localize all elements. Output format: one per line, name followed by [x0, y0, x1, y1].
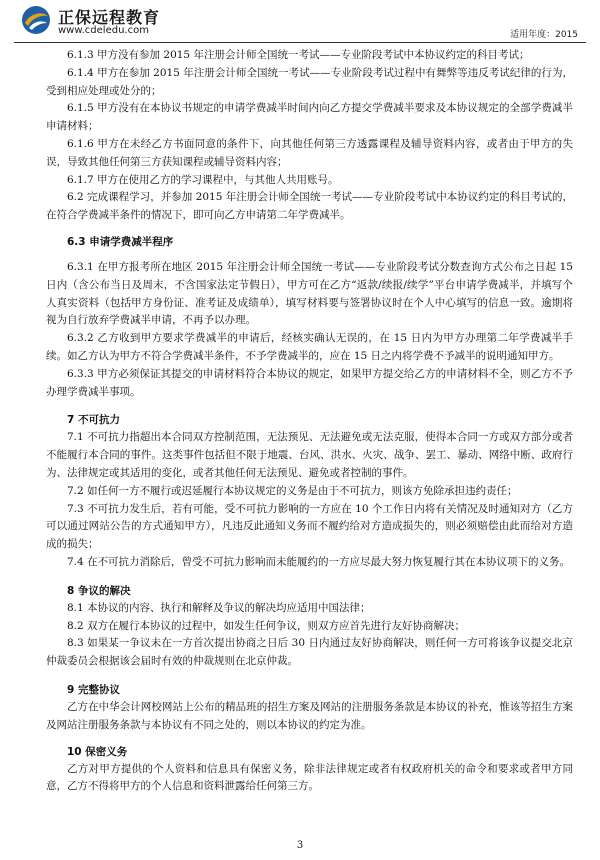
- clause-8-3: 8.3 如果某一争议未在一方首次提出协商之日后 30 日内通过友好协商解决，则任何一方可将该争议提交北京仲裁委员会根据该会届时有效的仲裁规则在北京仲裁。: [46, 637, 573, 668]
- clause-7-4: 7.4 在不可抗力消除后，曾受不可抗力影响而未能履约的一方应尽最大努力恢复履行其在本协议项下的义务。: [67, 555, 571, 568]
- clause-6-1-5: 6.1.5 甲方没有在本协议书规定的申请学费减半时间内向乙方提交学费减半要求及本协议规定的全部学费减半申请材料；: [46, 102, 573, 133]
- clause-6-3-3: 6.3.3 甲方必须保证其提交的申请材料符合本协议的规定，如果甲方提交给乙方的申请材料不全，则乙方不予办理学费减半事项。: [46, 367, 573, 398]
- page-number: 3: [296, 840, 304, 851]
- document-body: [46, 47, 573, 796]
- logo-icon: [20, 4, 52, 36]
- heading-10: 10 保密义务: [67, 745, 128, 758]
- clause-9: 乙方在中华会计网校网站上公布的精品班的招生方案及网站的注册服务条款是本协议的补充，惟该等招生方案及网站注册服务条款与本协议有不同之处的，则以本协议的约定为准。: [46, 700, 573, 731]
- brand-name: 正保远程教育: [58, 8, 161, 27]
- clause-7-3: 7.3 不可抗力发生后，若有可能，受不可抗力影响的一方应在 10 个工作日内将有关情况及时通知对方（乙方可以通过网站公告的方式通知甲方），凡违反此通知义务而不履约给对方造成损失的，则必须赔偿由此而给对方造成的损失；: [46, 502, 573, 551]
- site-url: www.cdeledu.com: [58, 25, 149, 36]
- heading-9: 9 完整协议: [67, 683, 120, 696]
- clause-6-3-2: 6.3.2 乙方收到甲方要求学费减半的申请后，经核实确认无误的，在 15 日内为甲方办理第二年学费减半手续。如乙方认为甲方不符合学费减半条件，不予学费减半的，应在 15 日之内将学费不予减半的说明通知甲方。: [46, 332, 573, 362]
- header-rule: [14, 42, 586, 43]
- heading-8: 8 争议的解决: [67, 584, 131, 597]
- clause-6-3-1: 6.3.1 在甲方报考所在地区 2015 年注册会计师全国统一考试——专业阶段考试分数查询方式公布之日起 15 日内（含公布当日及周末，不含国家法定节假日），甲方可在乙方“返款/续报/续学”平台申请学费减半，并填写个人真实资料（包括甲方身份证、准考证及成绩单），填写材料要与签署协议时在个人中心填写的信息一致。逾期将视为自行放弃学费减半申请，不再予以办理。: [46, 260, 573, 327]
- applicable-year: 适用年度：2015: [510, 30, 578, 40]
- heading-7: 7 不可抗力: [67, 414, 120, 427]
- clause-6-1-4: 6.1.4 甲方在参加 2015 年注册会计师全国统一考试——专业阶段考试过程中有舞弊等违反考试纪律的行为，受到相应处理或处分的；: [46, 66, 573, 97]
- clause-8-1: 8.1 本协议的内容、执行和解释及争议的解决均应适用中国法律；: [67, 601, 371, 614]
- clause-10: 乙方对甲方提供的个人资料和信息具有保密义务，除非法律规定或者有权政府机关的命令和要求或者甲方同意，乙方不得将甲方的个人信息和资料泄露给任何第三方。: [46, 762, 573, 793]
- clause-6-1-3: 6.1.3 甲方没有参加 2015 年注册会计师全国统一考试——专业阶段考试中本协议约定的科目考试；: [67, 49, 530, 61]
- clause-8-2: 8.2 双方在履行本协议的过程中，如发生任何争议，则双方应首先进行友好协商解决；: [67, 619, 466, 632]
- clause-6-1-7: 6.1.7 甲方在使用乙方的学习课程中，与其他人共用账号。: [67, 173, 339, 186]
- page-header: [0, 0, 600, 46]
- clause-7-1: 7.1 不可抗力指超出本合同双方控制范围，无法预见、无法避免或无法克服，使得本合同一方或双方部分或者不能履行本合同的事件。这类事件包括但不限于地震、台风、洪水、火灾、战争、罢工、暴动、网络中断、政府行为、法律规定或其适用的变化，或者其他任何无法预见、避免或者控制的事件。: [46, 431, 573, 479]
- clause-7-2: 7.2 如任何一方不履行或迟延履行本协议规定的义务是由于不可抗力，则该方免除承担违约责任；: [67, 484, 518, 497]
- clause-6-1-6: 6.1.6 甲方在未经乙方书面同意的条件下，向其他任何第三方透露课程及辅导资料内容，或者由于甲方的失误，导致其他任何第三方获知课程或辅导资料内容；: [46, 137, 573, 168]
- clause-6-2: 6.2 完成课程学习，并参加 2015 年注册会计师全国统一考试——专业阶段考试中本协议约定的科目考试的，在符合学费减半条件的情况下，即可向乙方申请第二年学费减半。: [46, 191, 573, 222]
- heading-6-3: 6.3 申请学费减半程序: [67, 235, 174, 248]
